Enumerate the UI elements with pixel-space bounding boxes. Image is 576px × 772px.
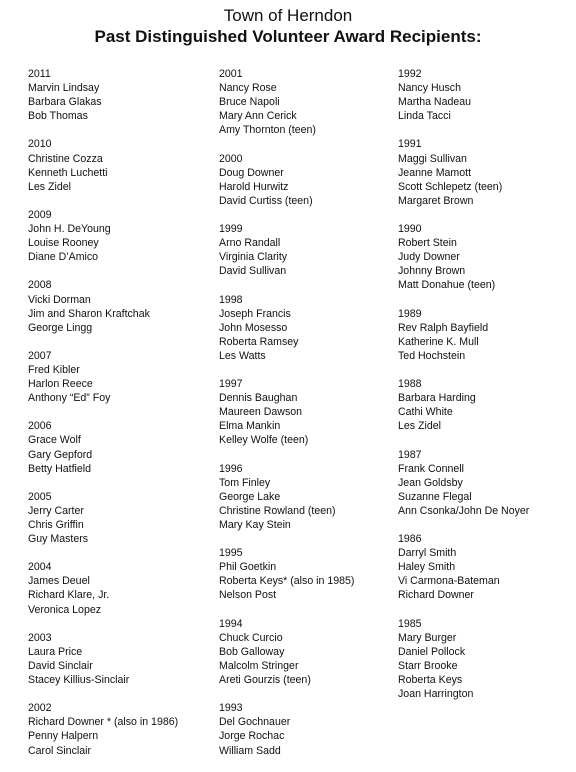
- recipient-name: Fred Kibler: [28, 363, 80, 376]
- recipient-name: Del Gochnauer: [219, 716, 291, 729]
- recipient-name: Malcolm Stringer: [219, 659, 299, 672]
- award-year: 2011: [28, 68, 51, 80]
- recipient-name: Judy Downer: [398, 251, 460, 264]
- recipient-name: Harold Hurwitz: [219, 180, 289, 193]
- recipient-name: Matt Donahue (teen): [398, 279, 496, 292]
- recipient-name: Martha Nadeau: [398, 96, 472, 109]
- recipient-name: Areti Gourzis (teen): [219, 674, 311, 687]
- award-year-group: [398, 617, 573, 702]
- recipient-name: Scott Schlepetz (teen): [398, 180, 503, 193]
- recipient-name: Les Zidel: [398, 420, 441, 433]
- award-year-group: [28, 631, 213, 687]
- recipient-name: Starr Brooke: [398, 659, 458, 672]
- recipient-name: Robert Stein: [398, 237, 457, 250]
- recipient-name: Bob Thomas: [28, 110, 88, 123]
- recipient-name: Jim and Sharon Kraftchak: [28, 307, 150, 320]
- award-year: 1987: [398, 448, 422, 461]
- award-year: 2006: [28, 420, 52, 433]
- recipient-name: Margaret Brown: [398, 194, 474, 207]
- recipient-name: Carol Sinclair: [28, 744, 91, 757]
- recipient-name: Kelley Wolfe (teen): [219, 434, 309, 447]
- award-year: 1986: [398, 533, 422, 546]
- recipient-name: Katherine K. Mull: [398, 335, 479, 348]
- recipient-name: David Sinclair: [28, 659, 93, 672]
- recipient-name: Les Watts: [219, 349, 266, 362]
- recipient-name: Guy Masters: [28, 533, 89, 546]
- award-year-group: [398, 377, 573, 433]
- recipient-name: Kenneth Luchetti: [28, 166, 108, 179]
- recipient-name: Joseph Francis: [219, 307, 291, 320]
- recipient-name: Ted Hochstein: [398, 349, 466, 362]
- recipient-name: Stacey Killius-Sinclair: [28, 674, 130, 687]
- award-year: 2009: [28, 208, 52, 221]
- award-year-group: [28, 67, 213, 123]
- award-year: 2003: [28, 631, 52, 644]
- recipient-name: Bruce Napoli: [219, 96, 280, 109]
- recipient-name: Linda Tacci: [398, 110, 451, 123]
- award-year-group: [219, 377, 394, 447]
- recipient-name: Mary Ann Cerick: [219, 110, 297, 123]
- recipient-name: Grace Wolf: [28, 434, 81, 447]
- recipient-name: Gary Gepford: [28, 448, 93, 461]
- recipients-column-2: [219, 67, 394, 772]
- recipient-name: Louise Rooney: [28, 237, 99, 250]
- page-header: [0, 6, 576, 47]
- page-subtitle: Past Distinguished Volunteer Award Recipients:: [94, 27, 482, 46]
- recipient-name: Nancy Rose: [219, 82, 277, 95]
- award-year-group: [28, 137, 213, 193]
- recipient-name: John H. DeYoung: [28, 223, 111, 236]
- award-year: 2007: [28, 349, 52, 362]
- recipient-name: Nelson Post: [219, 589, 277, 602]
- award-year: 1997: [219, 378, 243, 391]
- award-year-group: [28, 349, 213, 405]
- recipient-name: Roberta Keys* (also in 1985): [219, 575, 355, 588]
- recipient-name: Jeanne Mamott: [398, 166, 472, 179]
- recipient-name: Richard Klare, Jr.: [28, 589, 110, 602]
- recipient-name: Marvin Lindsay: [28, 82, 100, 95]
- award-year-group: [28, 208, 213, 264]
- recipient-name: David Sullivan: [219, 265, 287, 278]
- recipient-name: Vi Carmona-Bateman: [398, 575, 500, 588]
- award-year: 2008: [28, 279, 52, 292]
- recipients-column-1: [28, 67, 213, 772]
- award-year-group: [398, 222, 573, 292]
- award-year-group: [398, 67, 573, 123]
- award-year: 1991: [398, 138, 422, 151]
- award-year-group: [219, 617, 394, 687]
- recipient-name: Mary Burger: [398, 631, 457, 644]
- recipient-name: Amy Thornton (teen): [219, 124, 316, 137]
- recipient-name: Les Zidel: [28, 180, 71, 193]
- recipient-name: John Mosesso: [219, 321, 288, 334]
- recipient-name: Diane D’Amico: [28, 251, 99, 264]
- recipient-name: Roberta Keys: [398, 674, 463, 687]
- recipient-name: Mary Kay Stein: [219, 519, 291, 531]
- recipient-name: Bob Galloway: [219, 645, 285, 658]
- recipient-name: Cathi White: [398, 406, 453, 419]
- award-year: 1985: [398, 617, 422, 630]
- award-year-group: [219, 701, 394, 757]
- recipient-name: Penny Halpern: [28, 730, 99, 743]
- recipient-name: Doug Downer: [219, 166, 284, 179]
- award-year: 1989: [398, 307, 422, 320]
- recipient-name: Barbara Glakas: [28, 96, 102, 109]
- recipient-name: Johnny Brown: [398, 265, 466, 278]
- award-year-group: [219, 222, 394, 278]
- recipient-name: Frank Connell: [398, 462, 464, 475]
- recipient-name: Betty Hatfield: [28, 462, 92, 475]
- recipient-name: David Curtiss (teen): [219, 194, 313, 207]
- recipient-name: Suzanne Flegal: [398, 490, 472, 503]
- recipient-name: Richard Downer * (also in 1986): [28, 716, 179, 729]
- recipient-name: George Lingg: [28, 321, 93, 334]
- recipient-name: James Deuel: [28, 575, 90, 588]
- award-year: 1996: [219, 462, 243, 475]
- award-year-group: [28, 701, 213, 757]
- recipient-name: Harlon Reece: [28, 378, 93, 391]
- award-year: 1992: [398, 68, 422, 80]
- recipient-name: Haley Smith: [398, 561, 456, 574]
- award-year: 1993: [219, 702, 243, 715]
- award-year-group: [398, 307, 573, 363]
- award-year: 2010: [28, 138, 52, 151]
- award-year: 1990: [398, 223, 422, 236]
- award-year: 1999: [219, 223, 243, 236]
- recipient-name: Arno Randall: [219, 237, 281, 250]
- award-year-group: [28, 560, 213, 616]
- recipient-name: Phil Goetkin: [219, 561, 277, 574]
- award-year-group: [219, 462, 394, 532]
- recipient-name: Anthony “Ed” Foy: [28, 392, 111, 405]
- award-year: 2000: [219, 152, 243, 165]
- recipient-name: Darryl Smith: [398, 547, 457, 560]
- award-year: 1998: [219, 293, 243, 306]
- recipient-name: Veronica Lopez: [28, 603, 102, 616]
- recipient-name: Laura Price: [28, 645, 83, 658]
- recipient-name: Daniel Pollock: [398, 645, 466, 658]
- award-year-group: [219, 546, 394, 602]
- recipient-name: Chuck Curcio: [219, 631, 283, 644]
- award-year: 2005: [28, 490, 52, 503]
- award-year: 2001: [219, 68, 243, 80]
- award-year-group: [398, 448, 573, 518]
- recipient-name: Vicki Dorman: [28, 293, 91, 306]
- award-year: 1988: [398, 378, 422, 391]
- recipient-name: Jorge Rochac: [219, 730, 285, 743]
- recipient-name: Maureen Dawson: [219, 406, 303, 419]
- award-year-group: [28, 490, 213, 546]
- recipient-name: Joan Harrington: [398, 688, 474, 701]
- recipient-name: Barbara Harding: [398, 392, 476, 405]
- recipient-name: Nancy Husch: [398, 82, 461, 95]
- award-year-group: [398, 532, 573, 602]
- recipient-name: William Sadd: [219, 744, 281, 757]
- recipient-name: Roberta Ramsey: [219, 335, 299, 348]
- award-year: 2002: [28, 702, 52, 715]
- award-year-group: [219, 293, 394, 363]
- page-title: Town of Herndon: [223, 6, 353, 25]
- recipient-name: Christine Cozza: [28, 152, 103, 165]
- recipient-name: Ann Csonka/John De Noyer: [398, 504, 530, 517]
- recipient-name: Richard Downer: [398, 589, 474, 602]
- recipient-name: Christine Rowland (teen): [219, 504, 336, 517]
- award-year-group: [28, 419, 213, 475]
- recipient-name: Tom Finley: [219, 476, 271, 489]
- award-year: 1994: [219, 617, 243, 630]
- award-year: 2004: [28, 561, 52, 574]
- award-year-group: [219, 67, 394, 137]
- award-year-group: [398, 137, 573, 207]
- award-year-group: [219, 152, 394, 208]
- recipient-name: Maggi Sullivan: [398, 152, 467, 165]
- recipient-name: George Lake: [219, 490, 281, 503]
- recipients-column-3: [398, 67, 573, 715]
- award-year: 1995: [219, 547, 243, 560]
- recipient-name: Chris Griffin: [28, 519, 84, 531]
- recipient-name: Elma Mankin: [219, 420, 281, 433]
- recipient-name: Virginia Clarity: [219, 251, 288, 264]
- recipient-name: Rev Ralph Bayfield: [398, 321, 489, 334]
- recipient-name: Dennis Baughan: [219, 392, 298, 405]
- award-year-group: [28, 278, 213, 334]
- recipient-name: Jean Goldsby: [398, 476, 463, 489]
- recipient-name: Jerry Carter: [28, 504, 84, 517]
